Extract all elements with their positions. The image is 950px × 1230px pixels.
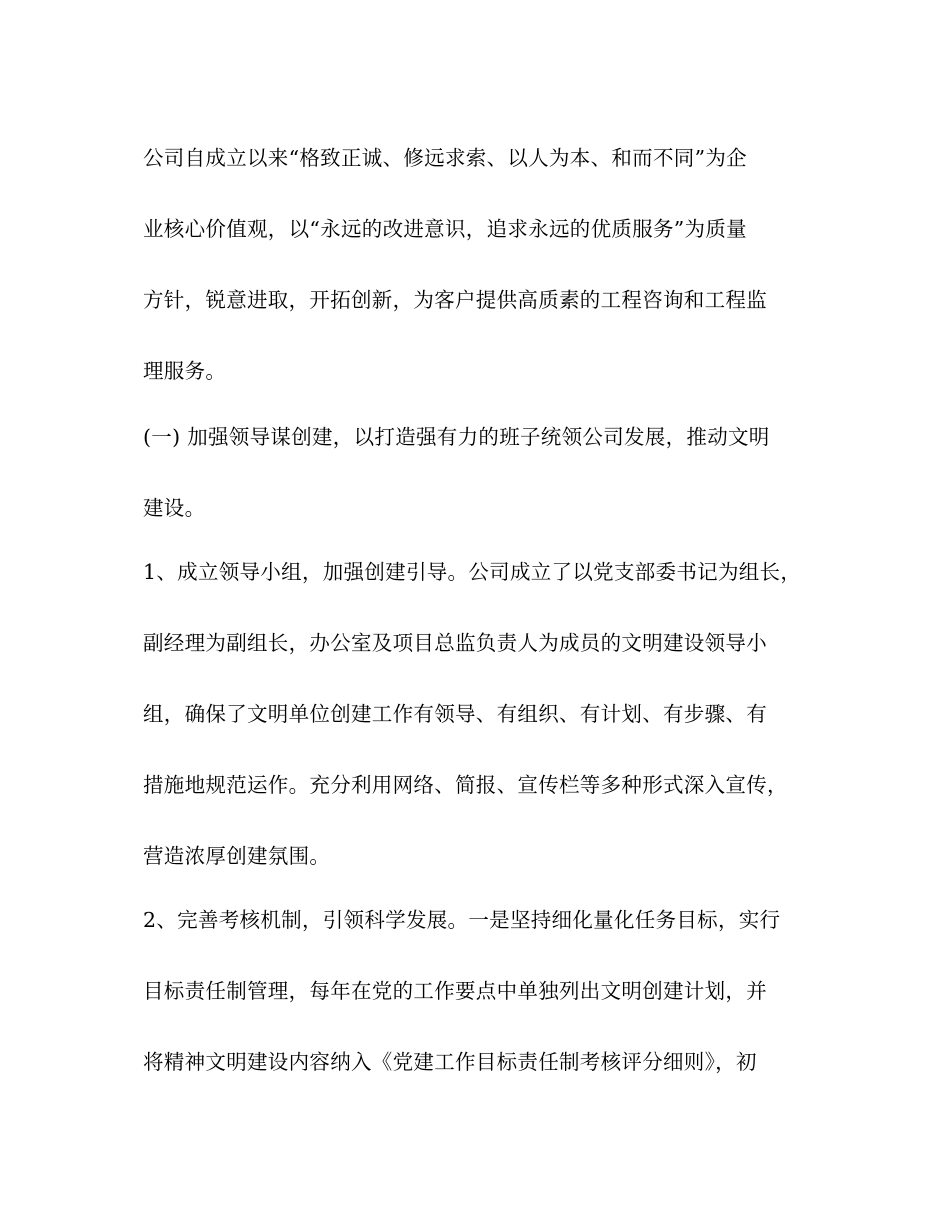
paragraph-line: 理服务。: [143, 359, 227, 383]
paragraph-line: 目标责任制管理，每年在党的工作要点中单独列出文明创建计划，并: [143, 979, 767, 1003]
paragraph-line: 方针，锐意进取，开拓创新，为客户提供高质素的工程咨询和工程监: [143, 288, 767, 312]
paragraph-line: 营造浓厚创建氛围。: [143, 844, 331, 868]
paragraph-line: 将精神文明建设内容纳入《党建工作目标责任制考核评分细则》，初: [143, 1050, 757, 1074]
paragraph-line: 副经理为副组长，办公室及项目总监负责人为成员的文明建设领导小: [143, 631, 767, 655]
paragraph-line: 业核心价值观，以“永远的改进意识，追求永远的优质服务”为质量: [143, 217, 747, 241]
paragraph-line: 1、成立领导小组，加强创建引导。公司成立了以党支部委书记为组长，: [143, 560, 802, 584]
paragraph-line: 公司自成立以来“格致正诚、修远求索、以人为本、和而不同”为企: [143, 146, 747, 170]
paragraph-line: 措施地规范运作。充分利用网络、简报、宣传栏等多种形式深入宣传，: [143, 773, 788, 797]
paragraph-line: 2、完善考核机制，引领科学发展。一是坚持细化量化任务目标，实行: [143, 908, 781, 932]
section-heading-line: (一) 加强领导谋创建，以打造强有力的班子统领公司发展，推动文明: [143, 425, 770, 449]
section-heading-line: 建设。: [143, 496, 206, 520]
paragraph-line: 组，确保了文明单位创建工作有领导、有组织、有计划、有步骤、有: [143, 702, 767, 726]
